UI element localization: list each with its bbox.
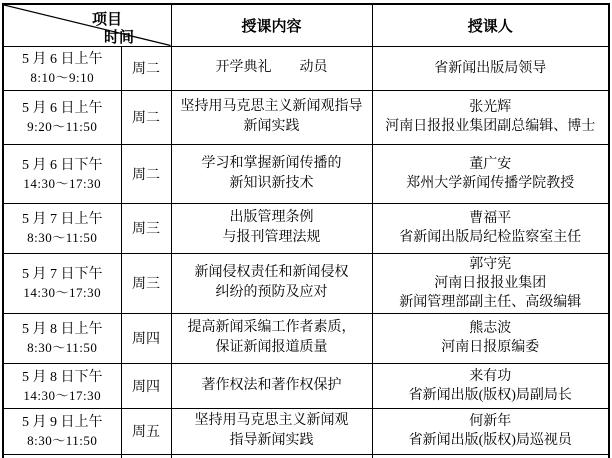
lecturer-text: 熊志波 — [469, 321, 512, 336]
content-cell — [171, 46, 372, 90]
schedule-row — [3, 144, 609, 203]
time-text: 8:30～11:50 — [27, 340, 98, 355]
time-text: 8:30～11:50 — [27, 433, 98, 448]
content-cell — [171, 203, 372, 253]
lecturer-cell — [372, 90, 609, 144]
content-text: 坚持用马克思主义新闻观 — [194, 413, 349, 428]
content-cell — [171, 313, 372, 363]
schedule-row — [3, 408, 609, 454]
weekday-cell: 周二 — [121, 90, 171, 144]
content-cell — [171, 144, 372, 203]
weekday-cell: 周二 — [121, 144, 171, 203]
date-time-cell — [3, 144, 121, 203]
header-cell-content: 授课内容 — [171, 4, 372, 46]
content-cell — [171, 408, 372, 454]
lecturer-text: 曹福平 — [469, 211, 512, 226]
schedule-row — [3, 46, 609, 90]
date-text: 5 月 6 日上午 — [22, 101, 103, 116]
date-time-cell — [3, 203, 121, 253]
weekday-cell: 周四 — [121, 313, 171, 363]
content-cell — [171, 90, 372, 144]
corner-label-project: 项目 — [92, 12, 123, 28]
lecturer-cell — [372, 203, 609, 253]
content-text: 新闻侵权责任和新闻侵权 — [194, 265, 349, 280]
empty-cell — [171, 454, 372, 458]
date-time-cell — [3, 46, 121, 90]
lecturer-text: 何新年 — [469, 414, 512, 429]
lecturer-cell — [372, 253, 609, 313]
lecturer-cell — [372, 313, 609, 363]
lecturer-cell — [372, 363, 609, 408]
date-text: 5 月 8 日上午 — [22, 322, 103, 337]
content-text: 指导新闻实践 — [229, 433, 314, 448]
content-text: 坚持用马克思主义新闻观指导 — [180, 99, 363, 114]
course-schedule-table — [2, 3, 610, 458]
weekday-cell: 周二 — [121, 46, 171, 90]
weekday-cell: 周三 — [121, 253, 171, 313]
lecturer-text: 省新闻出版局领导 — [434, 60, 547, 76]
content-text: 新闻实践 — [243, 119, 300, 134]
corner-header-cell — [3, 4, 171, 46]
date-text: 5 月 9 日上午 — [22, 415, 103, 430]
lecturer-cell — [372, 144, 609, 203]
lecturer-text: 郑州大学新闻传播学院教授 — [406, 175, 575, 191]
diagonal-divider-line — [4, 5, 171, 46]
lecturer-text: 新闻管理部副主任、高级编辑 — [399, 294, 582, 310]
time-text: 8:30～11:50 — [27, 230, 98, 245]
corner-label-time: 时间 — [104, 30, 135, 46]
time-text: 14:30～17:30 — [23, 387, 102, 403]
weekday-cell: 周四 — [121, 363, 171, 408]
date-time-cell — [3, 408, 121, 454]
schedule-row — [3, 253, 609, 313]
header-row — [3, 4, 609, 46]
lecturer-text: 郭守宪 — [469, 256, 512, 272]
time-text: 8:10～9:10 — [30, 70, 95, 85]
schedule-row — [3, 90, 609, 144]
lecturer-text: 河南日报原编委 — [441, 340, 540, 355]
date-time-cell — [3, 253, 121, 313]
lecturer-cell — [372, 408, 609, 454]
content-cell — [171, 253, 372, 313]
content-text: 提高新闻采编工作者素质， — [187, 320, 356, 335]
lecturer-text: 来有功 — [469, 368, 512, 384]
lecturer-text: 省新闻出版(版权)局巡视员 — [408, 433, 572, 448]
lecturer-text: 董广安 — [469, 156, 512, 172]
content-text: 新知识新技术 — [229, 175, 314, 191]
lecturer-cell — [372, 46, 609, 90]
weekday-cell: 周五 — [121, 408, 171, 454]
date-time-cell — [3, 90, 121, 144]
weekday-cell: 周三 — [121, 203, 171, 253]
time-text: 14:30～17:30 — [23, 175, 102, 191]
schedule-rows — [3, 46, 609, 458]
empty-cell — [3, 454, 121, 458]
content-text: 开学典礼 动员 — [215, 60, 328, 75]
content-cell — [171, 363, 372, 408]
lecturer-text: 张光辉 — [469, 100, 512, 115]
date-text: 5 月 6 日上午 — [22, 52, 103, 67]
date-text: 5 月 6 日下午 — [22, 157, 103, 173]
content-text: 与报刊管理法规 — [222, 230, 321, 245]
empty-cell — [372, 454, 609, 458]
content-text: 纠纷的预防及应对 — [215, 285, 328, 300]
date-text: 5 月 7 日上午 — [22, 212, 103, 227]
lecturer-text: 河南日报报业集团副总编辑、博士 — [385, 119, 596, 134]
schedule-row — [3, 203, 609, 253]
content-text: 学习和掌握新闻传播的 — [201, 155, 342, 171]
date-time-cell — [3, 313, 121, 363]
date-text: 5 月 7 日下午 — [22, 267, 103, 282]
schedule-row — [3, 313, 609, 363]
time-text: 9:20～11:50 — [27, 119, 98, 134]
header-cell-lecturer: 授课人 — [372, 4, 609, 46]
time-text: 14:30～17:30 — [23, 285, 102, 300]
empty-cell — [121, 454, 171, 458]
content-text: 出版管理条例 — [229, 210, 314, 225]
content-text: 著作权法和著作权保护 — [201, 377, 342, 393]
schedule-row-partial — [3, 454, 609, 458]
lecturer-text: 省新闻出版局纪检监察室主任 — [399, 230, 582, 245]
lecturer-text: 省新闻出版(版权)局副局长 — [408, 387, 572, 403]
date-time-cell — [3, 363, 121, 408]
lecturer-text: 河南日报报业集团 — [434, 275, 547, 291]
date-text: 5 月 8 日下午 — [22, 369, 103, 385]
schedule-row — [3, 363, 609, 408]
content-text: 保证新闻报道质量 — [215, 340, 328, 355]
